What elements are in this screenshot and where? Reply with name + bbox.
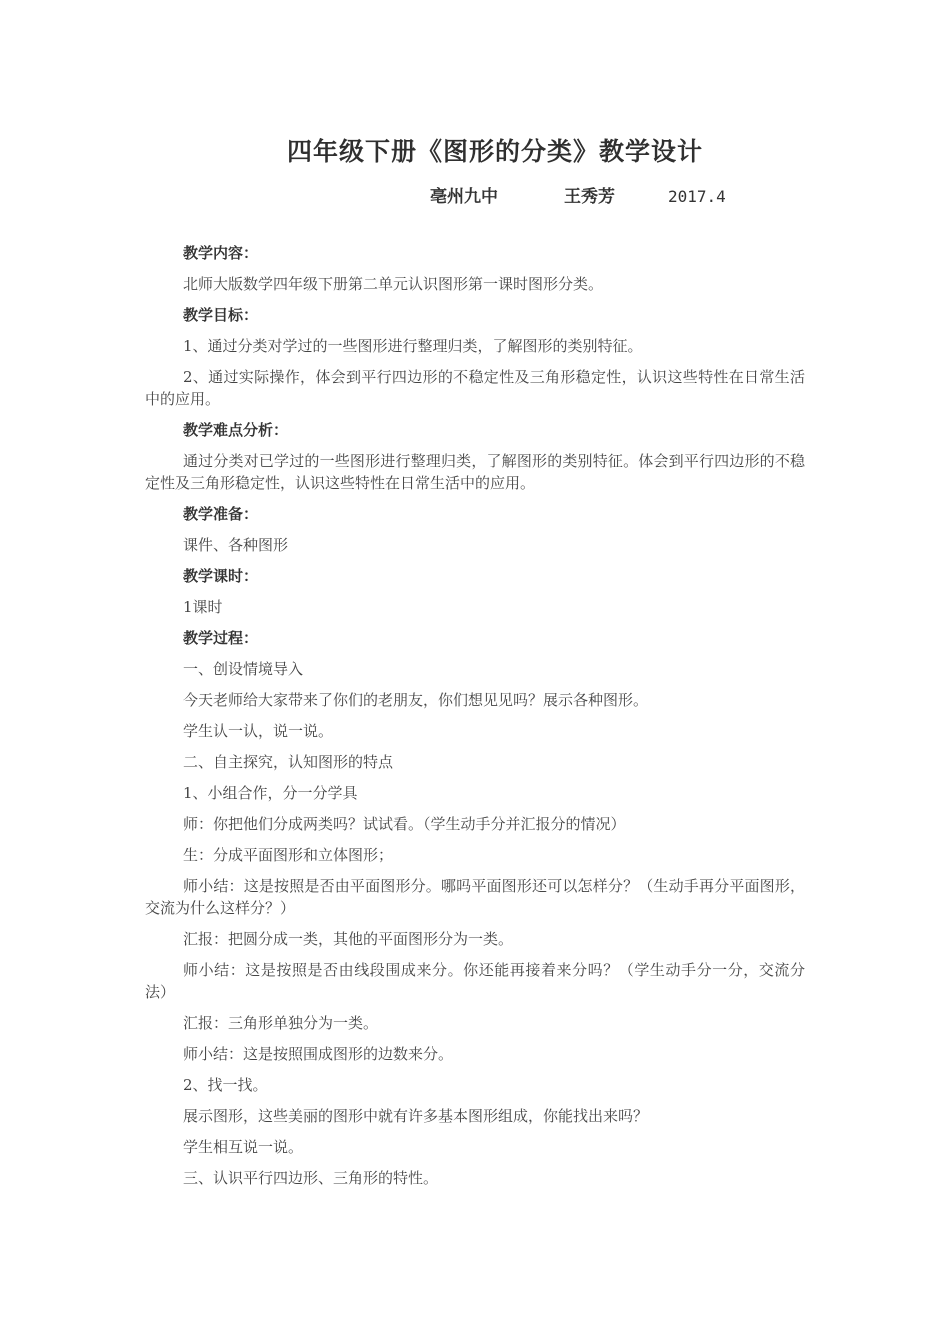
paragraph: 2、找一找。 [183,1076,268,1094]
byline [430,182,726,207]
section-heading: 教学难点分析： [183,421,289,439]
paragraph: 北师大版数学四年级下册第二单元认识图形第一课时图形分类。 [183,275,604,293]
paragraph: 一、创设情境导入 [183,660,304,678]
paragraph: 1、小组合作，分一分学具 [183,784,358,802]
section-heading: 教学过程： [183,629,259,647]
paragraph: 课件、各种图形 [183,536,289,554]
paragraph: 师小结：这是按照是否由线段围成来分。你还能再接着来分吗？（学生动手分一分，交流分法） [145,961,805,1001]
paragraph: 1课时 [183,598,223,616]
paragraph: 生：分成平面图形和立体图形； [183,846,394,864]
paragraph: 2、通过实际操作，体会到平行四边形的不稳定性及三角形稳定性，认识这些特性在日常生活中的应用。 [145,368,805,408]
paragraph: 汇报：把圆分成一类，其他的平面图形分为一类。 [183,930,514,948]
section-heading: 教学目标： [183,306,259,324]
document-date: 2017.4 [668,187,726,206]
paragraph: 师小结：这是按照是否由平面图形分。哪吗平面图形还可以怎样分？（生动手再分平面图形，交流为什么这样分？） [145,877,805,917]
document-title: 四年级下册《图形的分类》教学设计 [286,137,703,166]
paragraph: 展示图形，这些美丽的图形中就有许多基本图形组成，你能找出来吗？ [183,1107,649,1125]
document-body [145,242,805,1198]
paragraph: 师小结：这是按照围成图形的边数来分。 [183,1045,454,1063]
paragraph: 学生认一认，说一说。 [183,722,334,740]
section-heading: 教学课时： [183,567,259,585]
author-name: 王秀芳 [564,187,615,207]
paragraph: 三、认识平行四边形、三角形的特性。 [183,1169,439,1187]
school-name: 亳州九中 [430,187,498,207]
paragraph: 师：你把他们分成两类吗？试试看。（学生动手分并汇报分的情况） [183,815,626,833]
paragraph: 今天老师给大家带来了你们的老朋友，你们想见见吗？展示各种图形。 [183,691,649,709]
section-heading: 教学准备： [183,505,259,523]
paragraph: 学生相互说一说。 [183,1138,304,1156]
paragraph: 1、通过分类对学过的一些图形进行整理归类，了解图形的类别特征。 [183,337,643,355]
paragraph: 汇报：三角形单独分为一类。 [183,1014,379,1032]
section-heading: 教学内容： [183,244,259,262]
paragraph: 通过分类对已学过的一些图形进行整理归类，了解图形的类别特征。体会到平行四边形的不稳定性及三角形稳定性，认识这些特性在日常生活中的应用。 [145,452,805,492]
paragraph: 二、自主探究，认知图形的特点 [183,753,394,771]
